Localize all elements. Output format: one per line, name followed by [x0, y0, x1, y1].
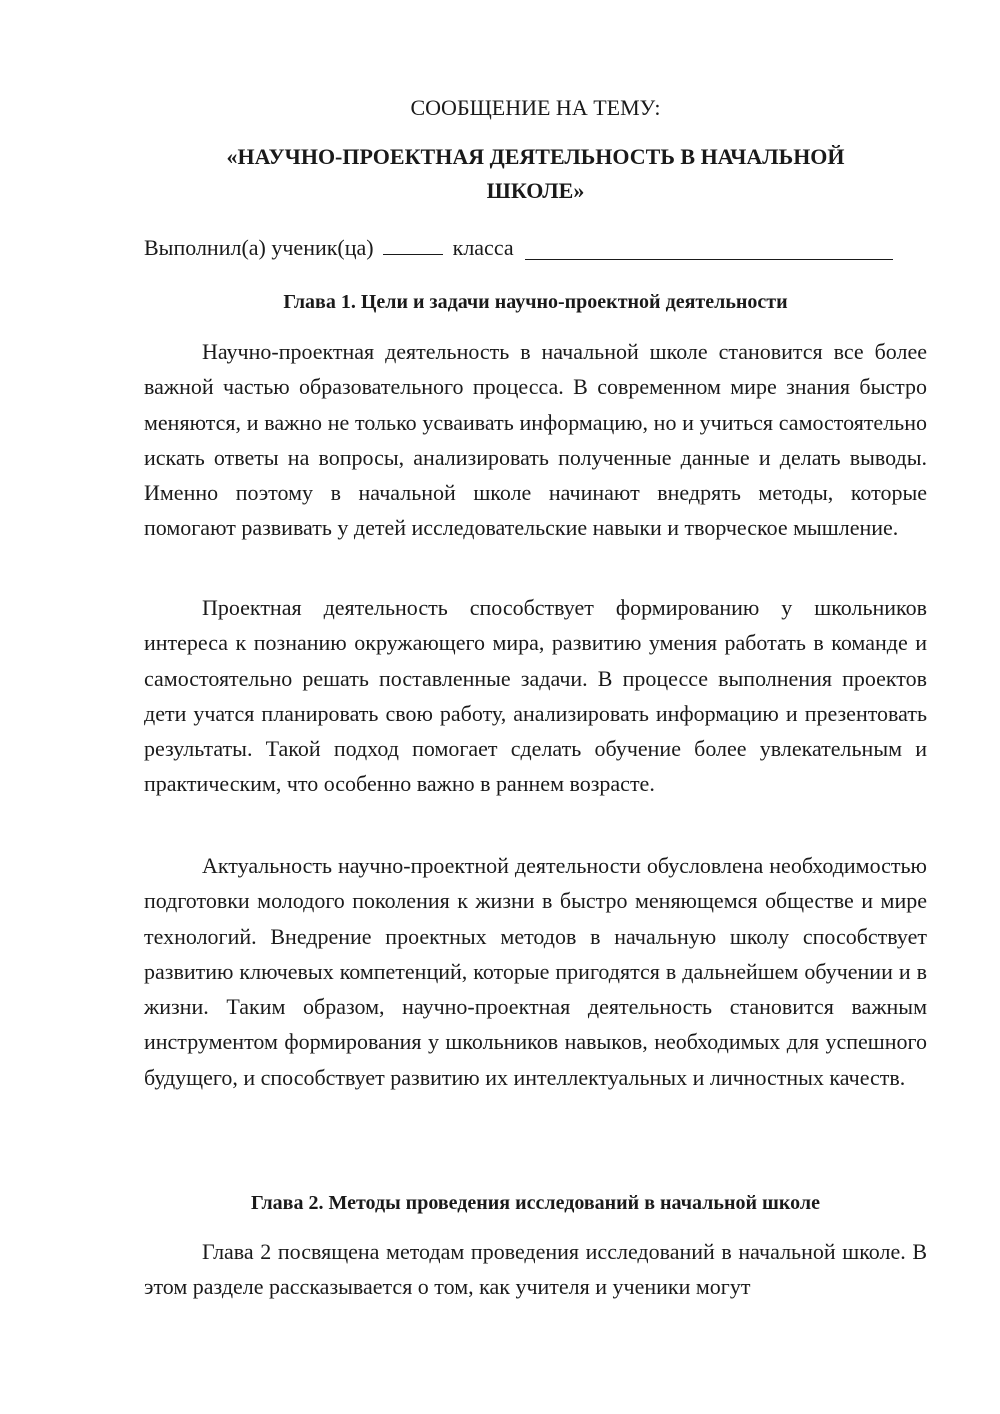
document-heading: СООБЩЕНИЕ НА ТЕМУ: — [410, 95, 661, 120]
chapter-1-paragraph-2: Проектная деятельность способствует формированию у школьников интереса к познанию окружающего мира, развитию умения работать в команде и самостоятельно решать поставленные задачи. В процессе выполнения проектов дети учатся планировать свою работу, анализировать информацию и презентовать результаты. Такой подход помогает сделать обучение более увлекательным и практическим, что особенно важно в раннем возрасте. — [144, 595, 927, 797]
chapter-2-title: Глава 2. Методы проведения исследований в начальной школе — [250, 1192, 821, 1214]
chapter-2-paragraph-1: Глава 2 посвящена методам проведения исследований в начальной школе. В этом разделе рассказывается о том, как учителя и ученики могут — [144, 1239, 927, 1300]
class-number-blank — [383, 232, 443, 255]
student-name-blank — [525, 237, 893, 260]
document-title-line-1: «НАУЧНО-ПРОЕКТНАЯ ДЕЯТЕЛЬНОСТЬ В НАЧАЛЬНОЙ — [226, 144, 845, 169]
signature-line — [144, 232, 927, 263]
document-title-line-2: ШКОЛЕ» — [486, 178, 585, 203]
student-label: Выполнил(а) ученик(ца) — [144, 235, 374, 260]
chapter-1-paragraph-1: Научно-проектная деятельность в начальной школе становится все более важной частью образовательного процесса. В современном мире знания быстро меняются, и важно не только усваивать информацию, но и учиться самостоятельно искать ответы на вопросы, анализировать полученные данные и делать выводы. Именно поэтому в начальной школе начинают внедрять методы, которые помогают развивать у детей исследовательские навыки и творческое мышление. — [144, 339, 927, 541]
chapter-1-title: Глава 1. Цели и задачи научно-проектной деятельности — [283, 291, 788, 313]
chapter-1-paragraph-3: Актуальность научно-проектной деятельности обусловлена необходимостью подготовки молодого поколения к жизни в быстро меняющемся обществе и мире технологий. Внедрение проектных методов в начальную школу способствует развитию ключевых компетенций, которые пригодятся в дальнейшем обучении и в жизни. Таким образом, научно-проектная деятельность становится важным инструментом формирования у школьников навыков, необходимых для успешного будущего, и способствует развитию их интеллектуальных и личностных качеств. — [144, 853, 927, 1090]
class-label: класса — [452, 235, 514, 260]
document-page — [144, 0, 927, 1414]
